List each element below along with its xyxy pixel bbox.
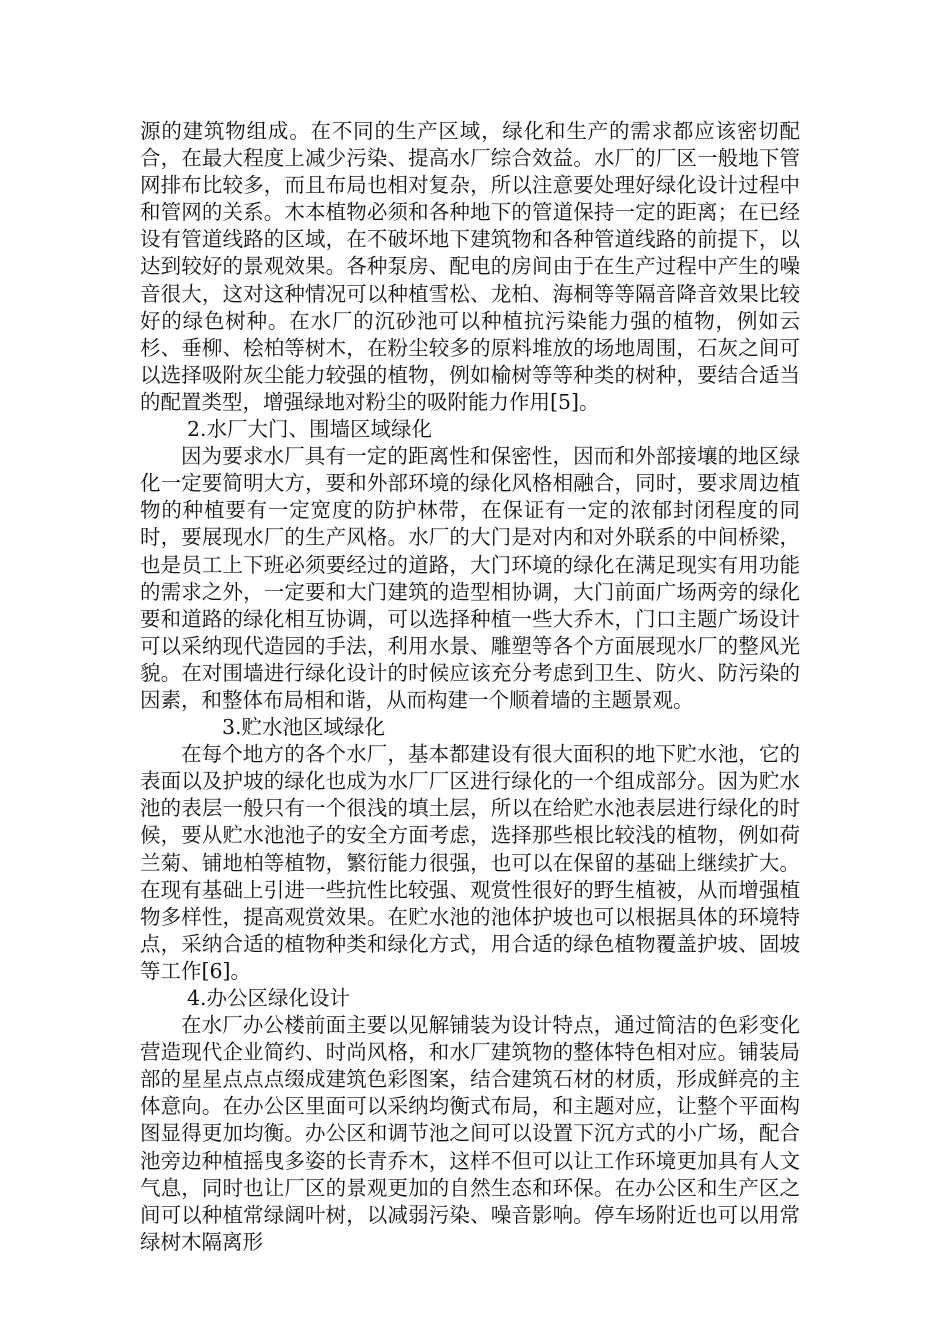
- paragraph-reservoir: 在每个地方的各个水厂，基本都建设有很大面积的地下贮水池，它的表面以及护坡的绿化也成为水厂厂区进行绿化的一个组成部分。因为贮水池的表层一般只有一个很浅的填土层，所以在给贮水池表层进行绿化的时候，要从贮水池池子的安全方面考虑，选择那些根比较浅的植物，例如荷兰菊、铺地柏等植物，繁衍能力很强，也可以在保留的基础上继续扩大。在现有基础上引进一些抗性比较强、观赏性很好的野生植被，从而增强植物多样性，提高观赏效果。在贮水池的池体护坡也可以根据具体的环境特点，采纳合适的植物种类和绿化方式，用合适的绿色植物覆盖护坡、固坡等工作[6]。: [140, 742, 800, 983]
- paragraph-intro: 源的建筑物组成。在不同的生产区域，绿化和生产的需求都应该密切配合，在最大程度上减少污染、提高水厂综合效益。水厂的厂区一般地下管网排布比较多，而且布局也相对复杂，所以注意要处理好绿化设计过程中和管网的关系。木本植物必须和各种地下的管道保持一定的距离；在已经设有管道线路的区域，在不破坏地下建筑物和各种管道线路的前提下，以达到较好的景观效果。各种泵房、配电的房间由于在生产过程中产生的噪音很大，这对这种情况可以种植雪松、龙柏、海桐等等隔音降音效果比较好的绿色树种。在水厂的沉砂池可以种植抗污染能力强的植物，例如云杉、垂柳、桧柏等树木，在粉尘较多的原料堆放的场地周围，石灰之间可以选择吸附灰尘能力较强的植物，例如榆树等等种类的树种，要结合适当的配置类型，增强绿地对粉尘的吸附能力作用[5]。: [140, 119, 800, 414]
- paragraph-gate-wall: 因为要求水厂具有一定的距离性和保密性，因而和外部接壤的地区绿化一定要简明大方，要和外部环境的绿化风格相融合，同时，要求周边植物的种植要有一定宽度的防护林带，在保证有一定的浓郁封闭程度的同时，要展现水厂的生产风格。水厂的大门是对内和对外联系的中间桥梁，也是员工上下班必须要经过的道路，大门环境的绿化在满足现实有用功能的需求之外，一定要和大门建筑的造型相协调，大门前面广场两旁的绿化要和道路的绿化相互协调，可以选择种植一些大乔木，门口主题广场设计可以采纳现代造园的手法，利用水景、雕塑等各个方面展现水厂的整风光貌。在对围墙进行绿化设计的时候应该充分考虑到卫生、防火、防污染的因素，和整体布局相和谐，从而构建一个顺着墙的主题景观。: [140, 444, 800, 712]
- section-heading-gate-wall: 2.水厂大门、围墙区域绿化: [187, 417, 433, 442]
- document-page: [140, 118, 800, 1256]
- section-heading-office: 4.办公区绿化设计: [187, 986, 351, 1010]
- section-heading-reservoir: 3.贮水池区域绿化: [222, 715, 386, 740]
- paragraph-office: 在水厂办公楼前面主要以见解铺装为设计特点，通过简洁的色彩变化营造现代企业简约、时尚风格，和水厂建筑物的整体特色相对应。铺装局部的星星点点点缀成建筑色彩图案，结合建筑石材的材质，形成鲜亮的主体意向。在办公区里面可以采纳均衡式布局，和主题对应，让整个平面构图显得更加均衡。办公区和调节池之间可以设置下沉方式的小广场，配合池旁边种植摇曳多姿的长青乔木，这样不但可以让工作环境更加具有人文气息，同时也让厂区的景观更加的自然生态和环保。在办公区和生产区之间可以种植常绿阔叶树，以减弱污染、噪音影响。停车场附近也可以用常绿树木隔离形: [140, 1013, 800, 1254]
